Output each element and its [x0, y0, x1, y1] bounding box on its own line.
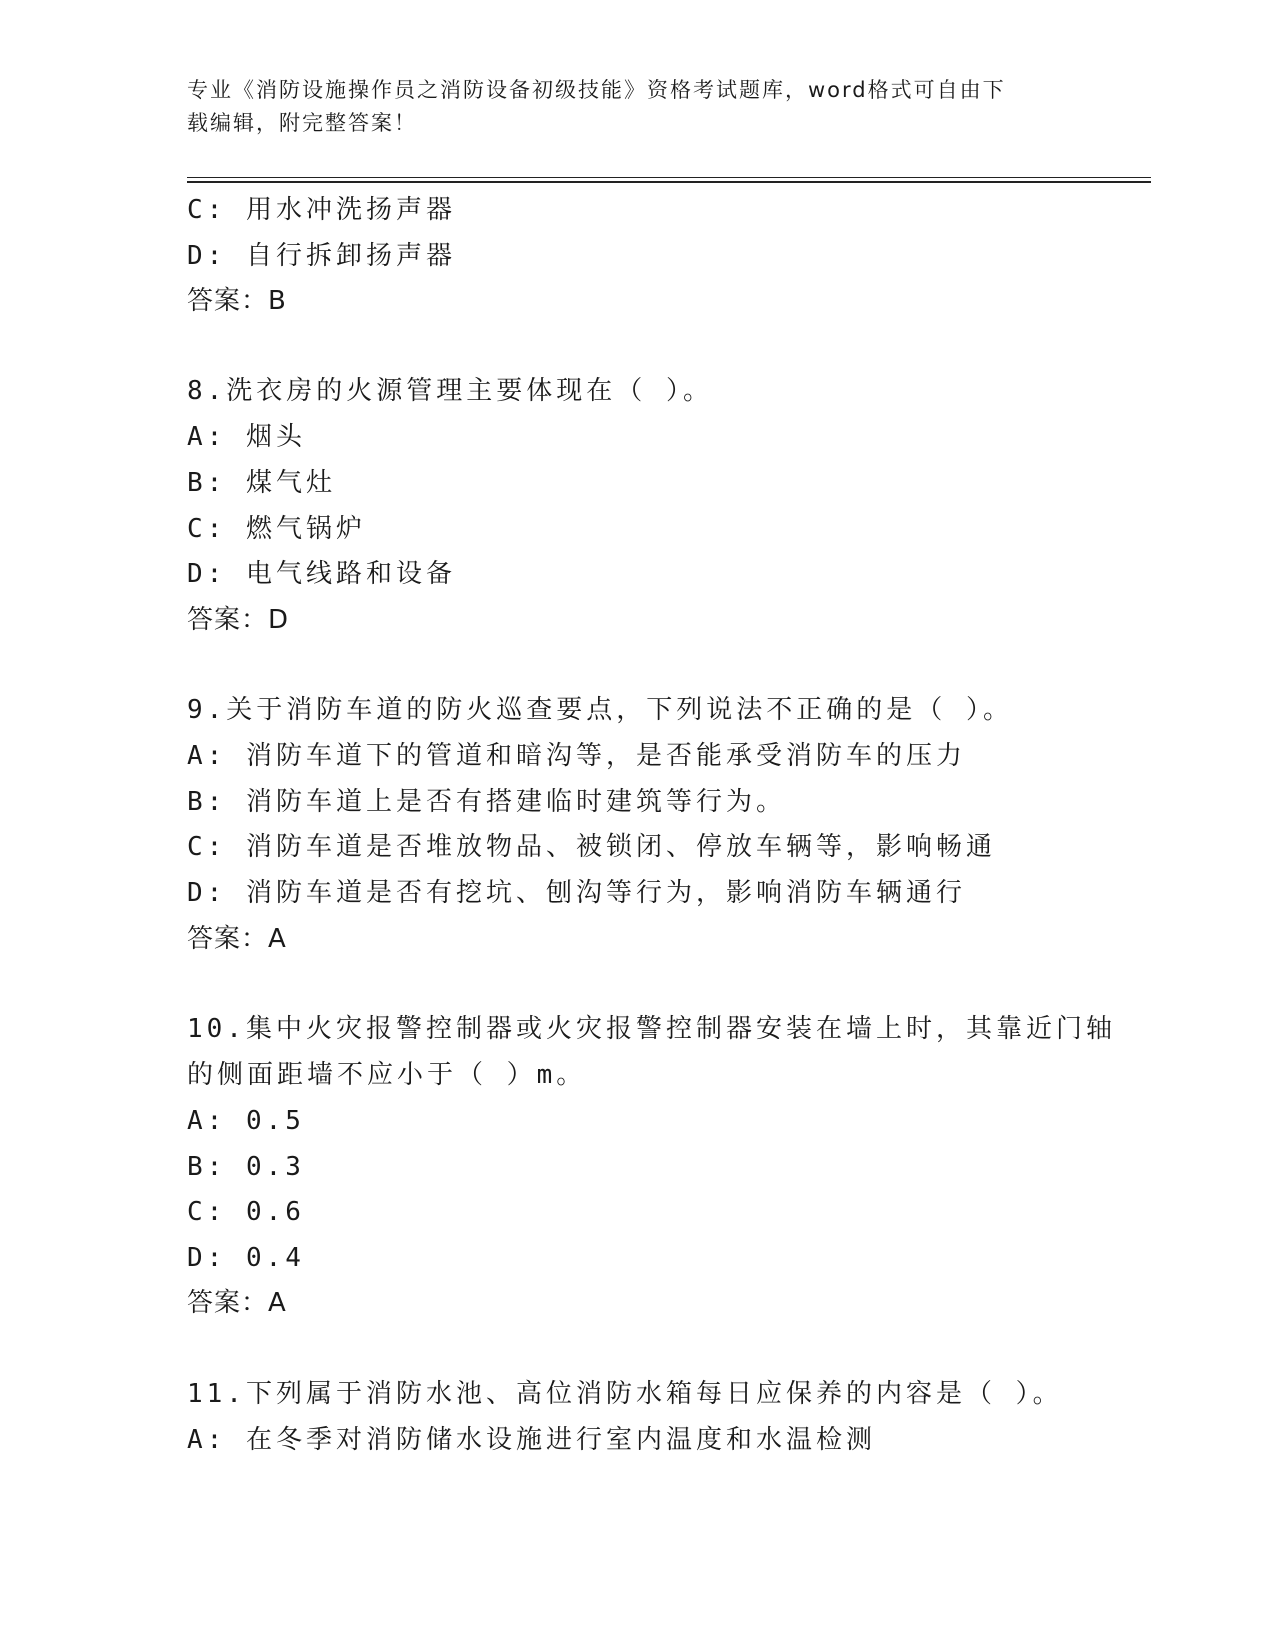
question-text: 11.下列属于消防水池、高位消防水箱每日应保养的内容是（ ）。 [187, 1379, 1063, 1409]
option-line: B: 消防车道上是否有搭建临时建筑等行为。 [187, 787, 786, 817]
question-text: 10.集中火灾报警控制器或火灾报警控制器安装在墙上时，其靠近门轴 [187, 1014, 1116, 1044]
header-line-1: 专业《消防设施操作员之消防设备初级技能》资格考试题库，word格式可自由下 [187, 78, 1006, 102]
answer-line: 答案：A [187, 1288, 287, 1318]
option-line: B: 0.3 [187, 1152, 305, 1182]
option-line: A: 烟头 [187, 422, 306, 452]
option-line: C: 用水冲洗扬声器 [187, 195, 456, 225]
header-divider-top [187, 177, 1151, 178]
option-line: C: 消防车道是否堆放物品、被锁闭、停放车辆等，影响畅通 [187, 832, 996, 862]
option-line: B: 煤气灶 [187, 468, 336, 498]
option-line: A: 消防车道下的管道和暗沟等，是否能承受消防车的压力 [187, 741, 966, 771]
option-line: A: 在冬季对消防储水设施进行室内温度和水温检测 [187, 1425, 876, 1455]
answer-line: 答案：A [187, 924, 287, 954]
header-divider-bottom [187, 181, 1151, 183]
question-text: 9.关于消防车道的防火巡查要点，下列说法不正确的是（ ）。 [187, 695, 1013, 725]
answer-line: 答案：B [187, 286, 287, 316]
option-line: C: 0.6 [187, 1197, 305, 1227]
question-text: 的侧面距墙不应小于（ ）m。 [187, 1060, 587, 1090]
option-line: C: 燃气锅炉 [187, 514, 366, 544]
option-line: D: 0.4 [187, 1243, 305, 1273]
question-text: 8.洗衣房的火源管理主要体现在（ ）。 [187, 376, 713, 406]
header-line-2: 载编辑，附完整答案！ [187, 111, 417, 135]
option-line: A: 0.5 [187, 1106, 305, 1136]
document-header [187, 74, 1087, 140]
option-line: D: 电气线路和设备 [187, 559, 456, 589]
option-line: D: 自行拆卸扬声器 [187, 241, 456, 271]
answer-line: 答案：D [187, 605, 290, 635]
option-line: D: 消防车道是否有挖坑、刨沟等行为，影响消防车辆通行 [187, 878, 966, 908]
